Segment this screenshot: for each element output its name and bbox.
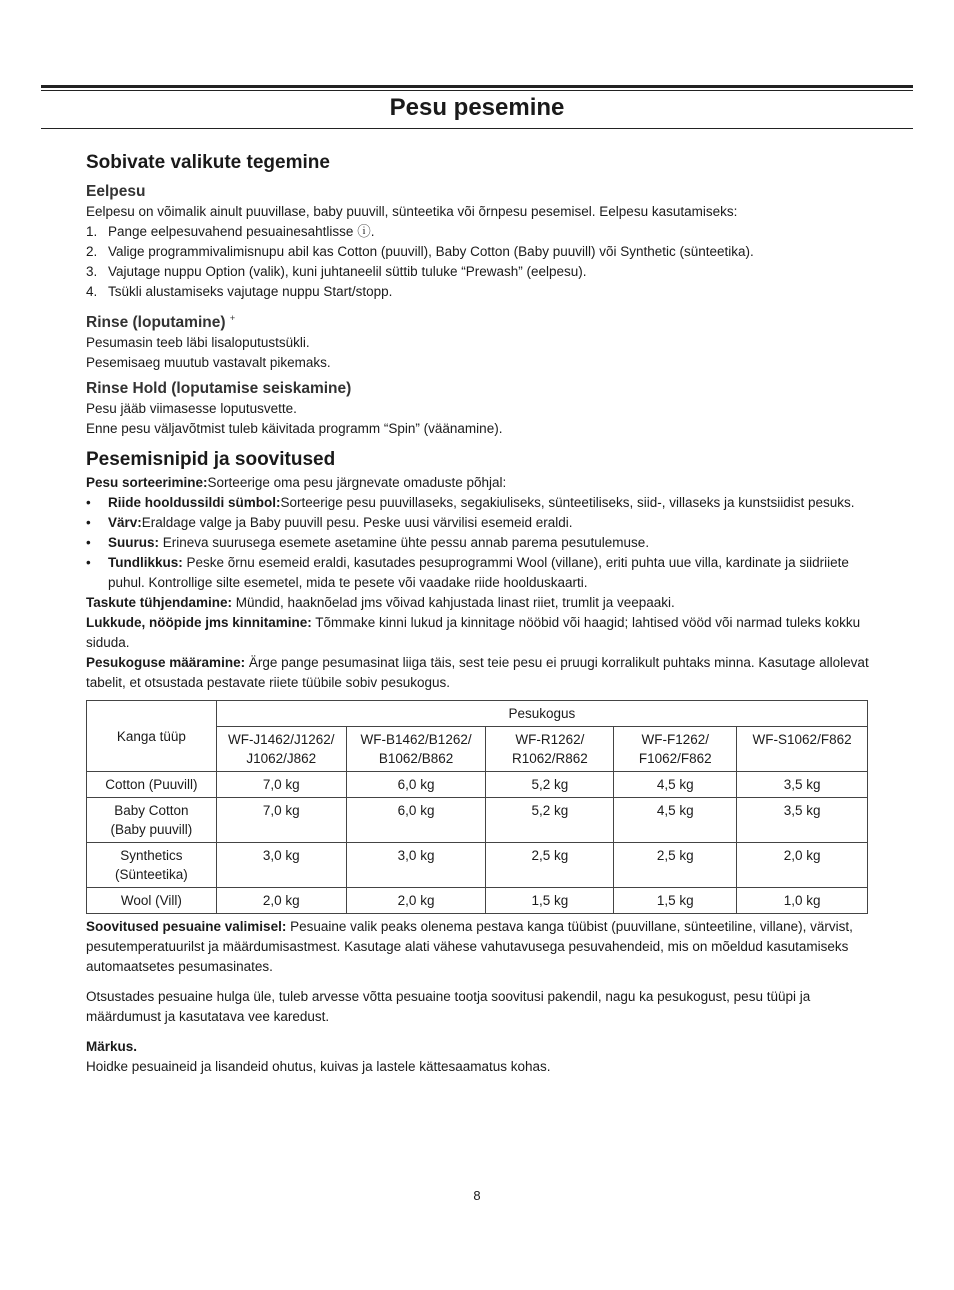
list-item: • Riide hooldussildi sümbol:Sorteerige pesu puuvillaseks, segakiuliseks, sünteetiliseks, siid-, villaseks ja kunstsiidist pesuks.: [86, 493, 870, 513]
sort-paragraph: Pesu sorteerimine:Sorteerige oma pesu järgnevate omaduste põhjal:: [86, 475, 507, 491]
subsection-title-rinse: Rinse (loputamine) +: [86, 313, 236, 332]
table-cell: 1,0 kg: [737, 888, 868, 914]
rinse-hold-line-1: Pesu jääb viimasesse loputusvette.: [86, 401, 297, 417]
table-cell-fabric: Cotton (Puuvill): [87, 772, 217, 798]
table-cell: 5,2 kg: [486, 772, 614, 798]
table-cell: 2,5 kg: [486, 843, 614, 888]
list-item: • Suurus: Erineva suurusega esemete asetamine ühte pessu annab parema pesutulemuse.: [86, 533, 870, 553]
rinse-plus-symbol: +: [229, 313, 236, 323]
header-rule-bottom: [41, 128, 913, 129]
table-cell: 1,5 kg: [614, 888, 737, 914]
detergent-amount-paragraph: Otsustades pesuaine hulga üle, tuleb arvesse võtta pesuaine tootja soovitusi pakendil, nagu ka pesukogust, pesu tüüpi ja määrdumust ja kasutatava vee karedust.: [86, 989, 811, 1025]
table-header-model: WF-S1062/F862: [737, 727, 868, 772]
bullet-dot: •: [86, 495, 91, 511]
main-content: [86, 150, 870, 1077]
bullet-dot: •: [86, 515, 91, 531]
table-cell: 3,0 kg: [346, 843, 486, 888]
table-header-row: [87, 701, 868, 727]
table-cell: 5,2 kg: [486, 798, 614, 843]
table-cell: 7,0 kg: [216, 798, 346, 843]
bullet-dot: •: [86, 555, 91, 571]
list-item: 3. Vajutage nuppu Option (valik), kuni juhtaneelil süttib tuluke “Prewash” (eelpesu).: [86, 264, 587, 279]
table-cell-fabric: Baby Cotton (Baby puuvill): [87, 798, 217, 843]
fasten-paragraph: Lukkude, nööpide jms kinnitamine: Tõmmake kinni lukud ja kinnitage nööbid või haagid; lahtised vööd või narmad tuleks kokku siduda.: [86, 615, 861, 651]
table-cell: 3,5 kg: [737, 772, 868, 798]
section-title-options: Sobivate valikute tegemine: [86, 152, 330, 173]
prewash-steps: [86, 222, 870, 302]
table-cell: 2,0 kg: [346, 888, 486, 914]
list-item: 1. Pange eelpesuvahend pesuainesahtlisse ⓘ.: [86, 224, 375, 239]
rinse-line-1: Pesumasin teeb läbi lisaloputustsükli.: [86, 335, 310, 351]
table-header-fabric-type: Kanga tüüp: [87, 701, 217, 772]
amount-paragraph: Pesukoguse määramine: Ärge pange pesumasinat liiga täis, sest teie pesu ei pruugi korralikult puhtaks minna. Kasutage allolevat tabelit, et otsustada pestavate riiete tüübile sobiv pesukogus.: [86, 655, 869, 691]
table-cell: 2,0 kg: [216, 888, 346, 914]
note-text: Hoidke pesuaineid ja lisandeid ohutus, kuivas ja lastele kättesaamatus kohas.: [86, 1059, 551, 1075]
table-cell: 4,5 kg: [614, 772, 737, 798]
list-item: 4. Tsükli alustamiseks vajutage nuppu Start/stopp.: [86, 284, 393, 299]
subsection-title-rinse-hold: Rinse Hold (loputamise seiskamine): [86, 380, 352, 398]
table-header-model: WF-R1262/ R1062/R862: [486, 727, 614, 772]
page-title: Pesu pesemine: [389, 94, 565, 121]
rinse-line-2: Pesemisaeg muutub vastavalt pikemaks.: [86, 355, 331, 371]
sort-bullets: [86, 493, 870, 593]
table-cell: 6,0 kg: [346, 772, 486, 798]
table-cell: 6,0 kg: [346, 798, 486, 843]
section-title-tips: Pesemisnipid ja soovitused: [86, 449, 336, 471]
bullet-dot: •: [86, 535, 91, 551]
table-row: [87, 888, 868, 914]
table-cell: 2,0 kg: [737, 843, 868, 888]
table-cell: 3,5 kg: [737, 798, 868, 843]
table-row: [87, 772, 868, 798]
table-cell: 1,5 kg: [486, 888, 614, 914]
table-cell: 3,0 kg: [216, 843, 346, 888]
table-cell: 7,0 kg: [216, 772, 346, 798]
note-title: Märkus.: [86, 1039, 138, 1055]
table-cell-fabric: Synthetics (Sünteetika): [87, 843, 217, 888]
detergent-paragraph: Soovitused pesuaine valimisel: Pesuaine valik peaks olenema pestava kanga tüübist (puuvillane, sünteetiline, villane), värvist, pesutemperatuurilst ja määrdumisastmest. Kasutage alati vähese vahutavusega pesuvahendeid, mis on mõeldud kasutamiseks automaatsetes pesumasinates.: [86, 919, 853, 975]
table-row: [87, 798, 868, 843]
load-table: [86, 700, 868, 914]
subsection-title-prewash: Eelpesu: [86, 183, 146, 200]
table-cell-fabric: Wool (Vill): [87, 888, 217, 914]
pockets-paragraph: Taskute tühjendamine: Mündid, haaknõelad jms võivad kahjustada linast riiet, trumlit ja veepaaki.: [86, 595, 675, 611]
list-item: 2. Valige programmivalimisnupu abil kas Cotton (puuvill), Baby Cotton (Baby puuvill) või Synthetic (sünteetika).: [86, 244, 754, 259]
list-item: • Värv:Eraldage valge ja Baby puuvill pesu. Peske uusi värvilisi esemeid eraldi.: [86, 513, 870, 533]
page-number: 8: [473, 1188, 481, 1203]
table-cell: 4,5 kg: [614, 798, 737, 843]
list-item: • Tundlikkus: Peske õrnu esemeid eraldi, kasutades pesuprogrammi Wool (villane), eriti puhta uue villa, kardinate ja siidriiete puhul. Kontrollige silte esemetel, mida te pesete või vaadake riide hoolduskaarti.: [86, 555, 849, 591]
table-row: [87, 843, 868, 888]
table-header-load: Pesukogus: [216, 701, 867, 727]
table-cell: 2,5 kg: [614, 843, 737, 888]
table-header-model: WF-F1262/ F1062/F862: [614, 727, 737, 772]
prewash-intro: Eelpesu on võimalik ainult puuvillase, baby puuvill, sünteetika või õrnpesu pesemisel. Eelpesu kasutamiseks:: [86, 204, 738, 219]
table-header-model: WF-J1462/J1262/ J1062/J862: [216, 727, 346, 772]
rinse-hold-line-2: Enne pesu väljavõtmist tuleb käivitada programm “Spin” (väänamine).: [86, 421, 503, 437]
header-rule-thick: [41, 85, 913, 88]
table-header-model: WF-B1462/B1262/ B1062/B862: [346, 727, 486, 772]
